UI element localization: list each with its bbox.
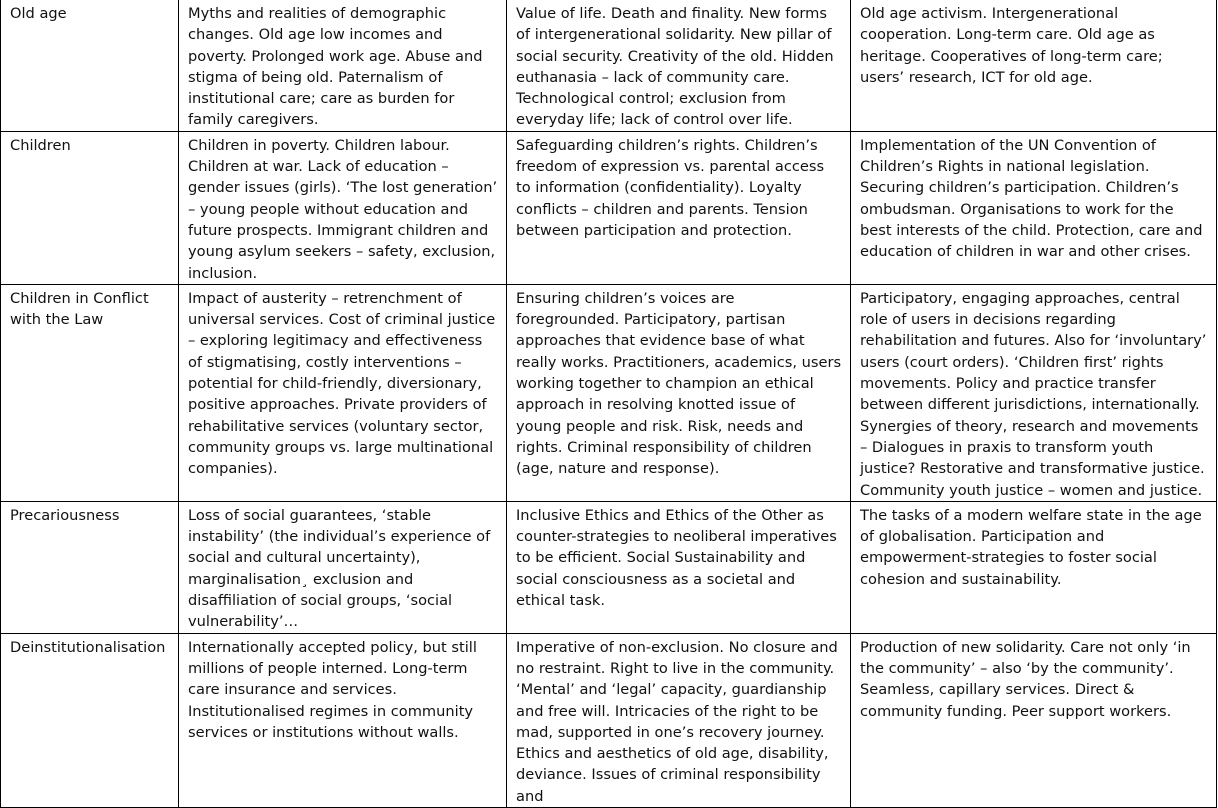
challenges-cell: Children in poverty. Children labour. Children at war. Lack of education – gender issues (girls). ‘The lost generation’ – young people without education and future prospects. Immigrant children and young asylum seekers – safety, exclusion, inclusion. xyxy=(179,131,507,284)
responses-cell: Production of new solidarity. Care not only ‘in the community’ – also ‘by the community’. Seamless, capillary services. Direct & community funding. Peer support workers. xyxy=(851,633,1217,807)
ethics-cell: Safeguarding children’s rights. Children’s freedom of expression vs. parental access to information (confidentiality). Loyalty conflicts – children and parents. Tension between participation and protection. xyxy=(507,131,851,284)
responses-cell: Old age activism. Intergenerational cooperation. Long-term care. Old age as heritage. Cooperatives of long-term care; users’ research, ICT for old age. xyxy=(851,0,1217,131)
topic-cell: Children in Conflict with the Law xyxy=(1,284,179,501)
table-row xyxy=(1,131,1217,284)
topic-cell: Old age xyxy=(1,0,179,131)
ethics-cell: Value of life. Death and finality. New forms of intergenerational solidarity. New pillar of social security. Creativity of the old. Hidden euthanasia – lack of community care. Technological control; exclusion from everyday life; lack of control over life. xyxy=(507,0,851,131)
ethics-cell: Inclusive Ethics and Ethics of the Other as counter-strategies to neoliberal imperatives to be efficient. Social Sustainability and social consciousness as a societal and ethical task. xyxy=(507,501,851,633)
topic-cell: Precariousness xyxy=(1,501,179,633)
topic-cell: Deinstitutionalisation xyxy=(1,633,179,807)
challenges-cell: Loss of social guarantees, ‘stable instability’ (the individual’s experience of social and cultural uncertainty), marginalisation¸ exclusion and disaffiliation of social groups, ‘social vulnerability’… xyxy=(179,501,507,633)
ethics-cell: Ensuring children’s voices are foregrounded. Participatory, partisan approaches that evidence base of what really works. Practitioners, academics, users working together to champion an ethical approach in resolving knotted issue of young people and risk. Risk, needs and rights. Criminal responsibility of children (age, nature and response). xyxy=(507,284,851,501)
table-row xyxy=(1,284,1217,501)
table-row xyxy=(1,501,1217,633)
responses-cell: The tasks of a modern welfare state in the age of globalisation. Participation and empowerment-strategies to foster social cohesion and sustainability. xyxy=(851,501,1217,633)
responses-cell: Participatory, engaging approaches, central role of users in decisions regarding rehabilitation and futures. Also for ‘involuntary’ users (court orders). ‘Children first’ rights movements. Policy and practice transfer between different jurisdictions, internationally. Synergies of theory, research and movements – Dialogues in praxis to transform youth justice? Restorative and transformative justice. Community youth justice – women and justice. xyxy=(851,284,1217,501)
challenges-cell: Myths and realities of demographic changes. Old age low incomes and poverty. Prolonged work age. Abuse and stigma of being old. Paternalism of institutional care; care as burden for family caregivers. xyxy=(179,0,507,131)
ethics-cell: Imperative of non-exclusion. No closure and no restraint. Right to live in the community. ‘Mental’ and ‘legal’ capacity, guardianship and free will. Intricacies of the right to be mad, supported in one’s recovery journey. Ethics and aesthetics of old age, disability, deviance. Issues of criminal responsibility and xyxy=(507,633,851,807)
table-row xyxy=(1,633,1217,807)
responses-cell: Implementation of the UN Convention of Children’s Rights in national legislation. Securing children’s participation. Children’s ombudsman. Organisations to work for the best interests of the child. Protection, care and education of children in war and other crises. xyxy=(851,131,1217,284)
challenges-cell: Internationally accepted policy, but still millions of people interned. Long-term care insurance and services. Institutionalised regimes in community services or institutions without walls. xyxy=(179,633,507,807)
challenges-cell: Impact of austerity – retrenchment of universal services. Cost of criminal justice – exploring legitimacy and effectiveness of stigmatising, costly interventions – potential for child-friendly, diversionary, positive approaches. Private providers of rehabilitative services (voluntary sector, community groups vs. large multinational companies). xyxy=(179,284,507,501)
topic-cell: Children xyxy=(1,131,179,284)
table-row xyxy=(1,0,1217,131)
